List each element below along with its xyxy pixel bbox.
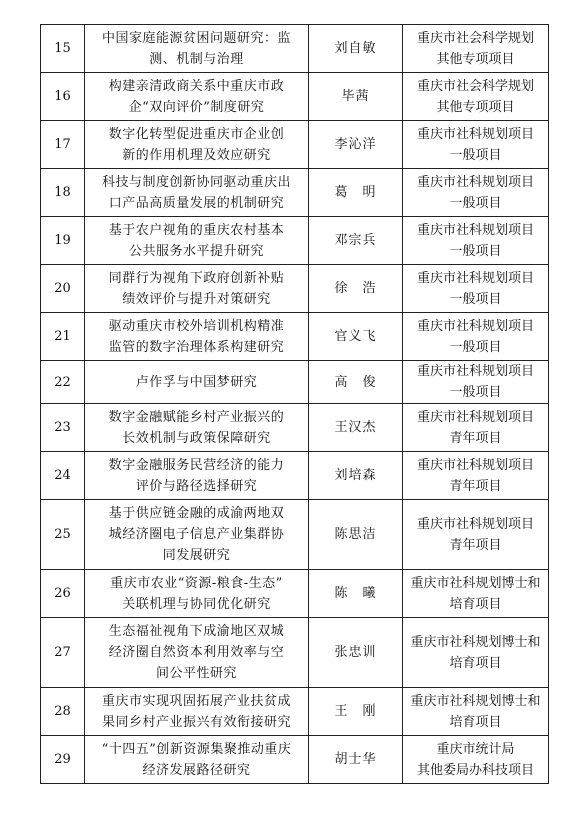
project-leader: 邓宗兵 [309, 217, 403, 265]
row-number: 20 [41, 265, 85, 313]
row-number: 16 [41, 73, 85, 121]
project-title-line: 中国家庭能源贫困问题研究：监 [101, 30, 291, 46]
project-type-line: 培育项目 [449, 655, 502, 671]
project-title-line: 城经济圈电子信息产业集群协 [108, 527, 285, 542]
row-number: 22 [41, 361, 85, 404]
project-type-line: 重庆市社会科学规划 [416, 78, 534, 94]
project-title-line: 科技与制度创新协同驱动重庆出 [101, 174, 291, 190]
project-type-cell [403, 500, 549, 570]
project-title-cell [85, 618, 309, 688]
project-leader: 刘培森 [309, 452, 403, 500]
row-number: 26 [41, 570, 85, 618]
project-title-cell [85, 169, 309, 217]
row-number: 24 [41, 452, 85, 500]
project-title-line: 数字金融赋能乡村产业振兴的 [108, 409, 285, 425]
project-type-cell [403, 404, 549, 452]
project-title-line: “十四五”创新资源集聚推动重庆 [101, 741, 292, 757]
project-type-cell [403, 688, 549, 736]
project-title-line: 卢作孚与中国梦研究 [135, 374, 258, 390]
project-title-line: 驱动重庆市校外培训机构精准 [108, 318, 285, 334]
project-type-line: 重庆市社科规划项目 [416, 457, 534, 473]
project-type-line: 重庆市社科规划项目 [416, 318, 534, 334]
project-leader: 毕茜 [309, 73, 403, 121]
table-row [41, 217, 549, 265]
project-type-cell [403, 361, 549, 404]
project-leader: 陈思洁 [309, 500, 403, 570]
project-type-cell [403, 73, 549, 121]
project-title-line: 同群行为视角下政府创新补贴 [108, 270, 285, 286]
project-type-line: 其他专项项目 [436, 99, 515, 115]
project-type-line: 重庆市社科规划博士和 [410, 634, 541, 650]
project-type-cell [403, 452, 549, 500]
project-type-line: 一般项目 [449, 195, 502, 211]
project-type-cell [403, 121, 549, 169]
table-row [41, 736, 549, 784]
project-type-cell [403, 570, 549, 618]
project-title-line: 基于农户视角的重庆农村基本 [108, 222, 285, 238]
project-title-cell [85, 570, 309, 618]
project-title-line: 生态福祉视角下成渝地区双城 [108, 624, 285, 639]
project-title-line: 公共服务水平提升研究 [128, 243, 264, 259]
project-leader: 王 刚 [309, 688, 403, 736]
row-number: 27 [41, 618, 85, 688]
project-type-line: 重庆市社科规划项目 [416, 174, 534, 190]
project-table [40, 24, 549, 784]
project-table-body [41, 25, 549, 784]
project-type-line: 其他委局办科技项目 [416, 762, 534, 778]
table-row [41, 265, 549, 313]
project-title-line: 绩效评价与提升对策研究 [122, 291, 271, 307]
project-title-line: 经济圈自然资本利用效率与空 [108, 645, 285, 660]
project-type-line: 一般项目 [449, 243, 502, 259]
row-number: 29 [41, 736, 85, 784]
project-type-line: 重庆市社科规划项目 [416, 409, 534, 425]
project-type-line: 重庆市社科规划项目 [416, 270, 534, 286]
project-leader: 胡士华 [309, 736, 403, 784]
project-title-cell [85, 500, 309, 570]
table-row [41, 500, 549, 570]
project-type-line: 重庆市社会科学规划 [416, 30, 534, 46]
project-type-line: 重庆市社科规划项目 [416, 126, 534, 142]
project-type-cell [403, 313, 549, 361]
project-type-line: 重庆市社科规划项目 [416, 516, 534, 532]
project-title-cell [85, 404, 309, 452]
project-title-line: 监管的数字治理体系构建研究 [108, 339, 285, 355]
project-type-line: 重庆市社科规划博士和 [410, 575, 541, 591]
project-type-cell [403, 265, 549, 313]
project-title-cell [85, 452, 309, 500]
project-title-line: 口产品高质量发展的机制研究 [108, 195, 285, 211]
project-type-line: 培育项目 [449, 596, 502, 612]
row-number: 25 [41, 500, 85, 570]
project-type-line: 培育项目 [449, 714, 502, 730]
project-leader: 官义飞 [309, 313, 403, 361]
project-title-line: 同发展研究 [162, 548, 231, 563]
project-type-line: 一般项目 [449, 147, 502, 163]
project-type-line: 青年项目 [449, 430, 502, 446]
project-title-cell [85, 265, 309, 313]
row-number: 18 [41, 169, 85, 217]
project-title-cell [85, 73, 309, 121]
row-number: 17 [41, 121, 85, 169]
table-row [41, 404, 549, 452]
project-type-line: 青年项目 [449, 537, 502, 553]
project-type-cell [403, 169, 549, 217]
row-number: 21 [41, 313, 85, 361]
project-type-cell [403, 25, 549, 73]
project-title-line: 企“双向评价”制度研究 [128, 99, 265, 115]
project-leader: 李沁洋 [309, 121, 403, 169]
project-leader: 张忠训 [309, 618, 403, 688]
project-title-line: 重庆市农业“资源-粮食-生态” [110, 575, 283, 591]
project-title-cell [85, 121, 309, 169]
project-title-line: 重庆市实现巩固拓展产业扶贫成 [101, 693, 291, 709]
project-leader: 徐 浩 [309, 265, 403, 313]
project-title-line: 经济发展路径研究 [142, 762, 251, 778]
project-type-line: 一般项目 [449, 291, 502, 307]
project-leader: 高 俊 [309, 361, 403, 404]
project-type-line: 重庆市社科规划项目 [416, 364, 534, 379]
project-type-line: 青年项目 [449, 478, 502, 494]
project-title-cell [85, 217, 309, 265]
project-title-line: 测、机制与治理 [149, 51, 244, 67]
table-row [41, 570, 549, 618]
project-title-cell [85, 736, 309, 784]
row-number: 15 [41, 25, 85, 73]
project-title-cell [85, 25, 309, 73]
project-type-line: 重庆市社科规划博士和 [410, 693, 541, 709]
project-title-cell [85, 313, 309, 361]
table-row [41, 361, 549, 404]
project-type-cell [403, 736, 549, 784]
table-row [41, 313, 549, 361]
row-number: 23 [41, 404, 85, 452]
project-title-line: 关联机理与协同优化研究 [122, 596, 271, 612]
project-title-line: 果同乡村产业振兴有效衔接研究 [101, 714, 291, 730]
project-leader: 刘自敏 [309, 25, 403, 73]
row-number: 19 [41, 217, 85, 265]
project-type-line: 一般项目 [449, 339, 502, 355]
table-row [41, 25, 549, 73]
table-row [41, 618, 549, 688]
project-title-cell [85, 361, 309, 404]
table-row [41, 121, 549, 169]
row-number: 28 [41, 688, 85, 736]
project-leader: 葛 明 [309, 169, 403, 217]
project-type-line: 其他专项项目 [436, 51, 515, 67]
project-title-cell [85, 688, 309, 736]
project-title-line: 数字金融服务民营经济的能力 [108, 457, 285, 473]
table-row [41, 452, 549, 500]
project-title-line: 间公平性研究 [155, 666, 237, 681]
project-title-line: 数字化转型促进重庆市企业创 [108, 126, 285, 142]
table-row [41, 688, 549, 736]
project-leader: 陈 曦 [309, 570, 403, 618]
project-title-line: 构建亲清政商关系中重庆市政 [108, 78, 285, 94]
project-title-line: 评价与路径选择研究 [135, 478, 258, 494]
table-row [41, 73, 549, 121]
project-type-cell [403, 217, 549, 265]
project-title-line: 长效机制与政策保障研究 [122, 430, 271, 446]
project-type-line: 重庆市社科规划项目 [416, 222, 534, 238]
project-type-cell [403, 618, 549, 688]
project-type-line: 一般项目 [449, 385, 502, 400]
table-row [41, 169, 549, 217]
project-title-line: 基于供应链金融的成渝两地双 [108, 506, 285, 521]
project-leader: 王汉杰 [309, 404, 403, 452]
project-title-line: 新的作用机理及效应研究 [122, 147, 271, 163]
project-type-line: 重庆市统计局 [436, 741, 515, 757]
